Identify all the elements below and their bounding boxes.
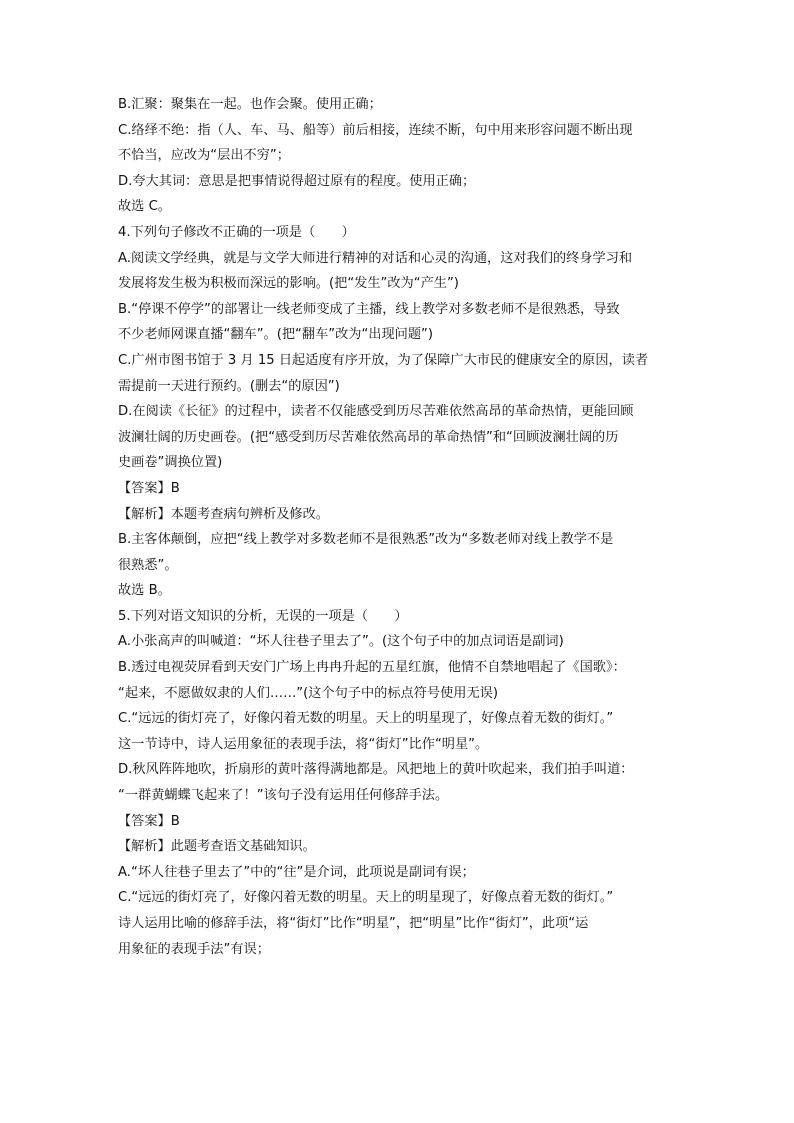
text-line: C.络绎不绝：指（人、车、马、船等）前后相接，连续不断，句中用来形容问题不断出现: [118, 122, 633, 138]
text-line: “起来，不愿做奴隶的人们……”(这个句子中的标点符号使用无误): [118, 685, 499, 701]
text-line: B.透过电视荧屏看到天安门广场上冉冉升起的五星红旗，他情不自禁地唱起了《国歌》：: [118, 660, 626, 676]
text-line: D.在阅读《长征》的过程中，读者不仅能感受到历尽苦难依然高昂的革命热情，更能回顾: [118, 404, 634, 420]
text-line: 用象征的表现手法”有误；: [118, 941, 270, 957]
text-line: 这一节诗中，诗人运用象征的表现手法，将“街灯”比作“明星”。: [118, 736, 489, 752]
text-line: 波澜壮阔的历史画卷。(把“感受到历尽苦难依然高昂的革命热情”和“回顾波澜壮阔的历: [118, 429, 619, 445]
answer-label: 【答案】B: [118, 813, 180, 829]
text-line: 故选 B。: [118, 583, 171, 599]
analysis-label: 【解析】此题考查语文基础知识。: [118, 839, 316, 855]
text-line: 不少老师网课直播“翻车”。(把“翻车”改为“出现问题”): [118, 327, 434, 343]
text-line: B.“停课不停学”的部署让一线老师变成了主播，线上教学对多数老师不是很熟悉，导致: [118, 301, 620, 317]
text-line: B.主客体颠倒，应把“线上教学对多数老师不是很熟悉”改为“多数老师对线上教学不是: [118, 532, 614, 548]
text-line: D.秋风阵阵地吹，折扇形的黄叶落得满地都是。风把地上的黄叶吹起来，我们拍手叫道：: [118, 762, 634, 778]
text-line: A.阅读文学经典，就是与文学大师进行精神的对话和心灵的沟通，这对我们的终身学习和: [118, 250, 633, 266]
text-line: 需提前一天进行预约。(删去“的原因”): [118, 378, 340, 394]
question-4-stem: 4.下列句子修改不正确的一项是（ ）: [118, 224, 355, 240]
text-line: 不恰当，应改为“层出不穷”；: [118, 148, 290, 164]
text-line: C.“远远的街灯亮了，好像闪着无数的明星。天上的明星现了，好像点着无数的街灯。”: [118, 890, 614, 906]
document-body: [118, 92, 680, 962]
text-line: 很熟悉”。: [118, 557, 178, 573]
text-line: 发展将发生极为积极而深远的影响。(把“发生”改为“产生”): [118, 276, 459, 292]
analysis-label: 【解析】本题考查病句辨析及修改。: [118, 506, 329, 522]
text-line: C.广州市图书馆于 3 月 15 日起适度有序开放，为了保障广大市民的健康安全的原因，读者: [118, 352, 649, 368]
text-line: B.汇聚：聚集在一起。也作会聚。使用正确；: [118, 97, 382, 112]
text-line: “一群黄蝴蝶飞起来了！”该句子没有运用任何修辞手法。: [118, 788, 449, 804]
text-line: 诗人运用比喻的修辞手法，将“街灯”比作“明星”，把“明星”比作“街灯”，此项“运: [118, 916, 589, 931]
question-5-stem: 5.下列对语文知识的分析，无误的一项是（ ）: [118, 608, 408, 624]
text-line: D.夸大其词：意思是把事情说得超过原有的程度。使用正确；: [118, 173, 476, 189]
answer-label: 【答案】B: [118, 480, 180, 496]
text-line: A.小张高声的叫喊道：“坏人往巷子里去了”。(这个句子中的加点词语是副词): [118, 634, 564, 650]
text-line: A.“坏人往巷子里去了”中的“往”是介词，此项说是副词有误；: [118, 864, 475, 880]
text-line: C.“远远的街灯亮了，好像闪着无数的明星。天上的明星现了，好像点着无数的街灯。”: [118, 711, 614, 727]
text-line: 故选 C。: [118, 199, 171, 215]
text-line: 史画卷”调换位置): [118, 455, 223, 471]
